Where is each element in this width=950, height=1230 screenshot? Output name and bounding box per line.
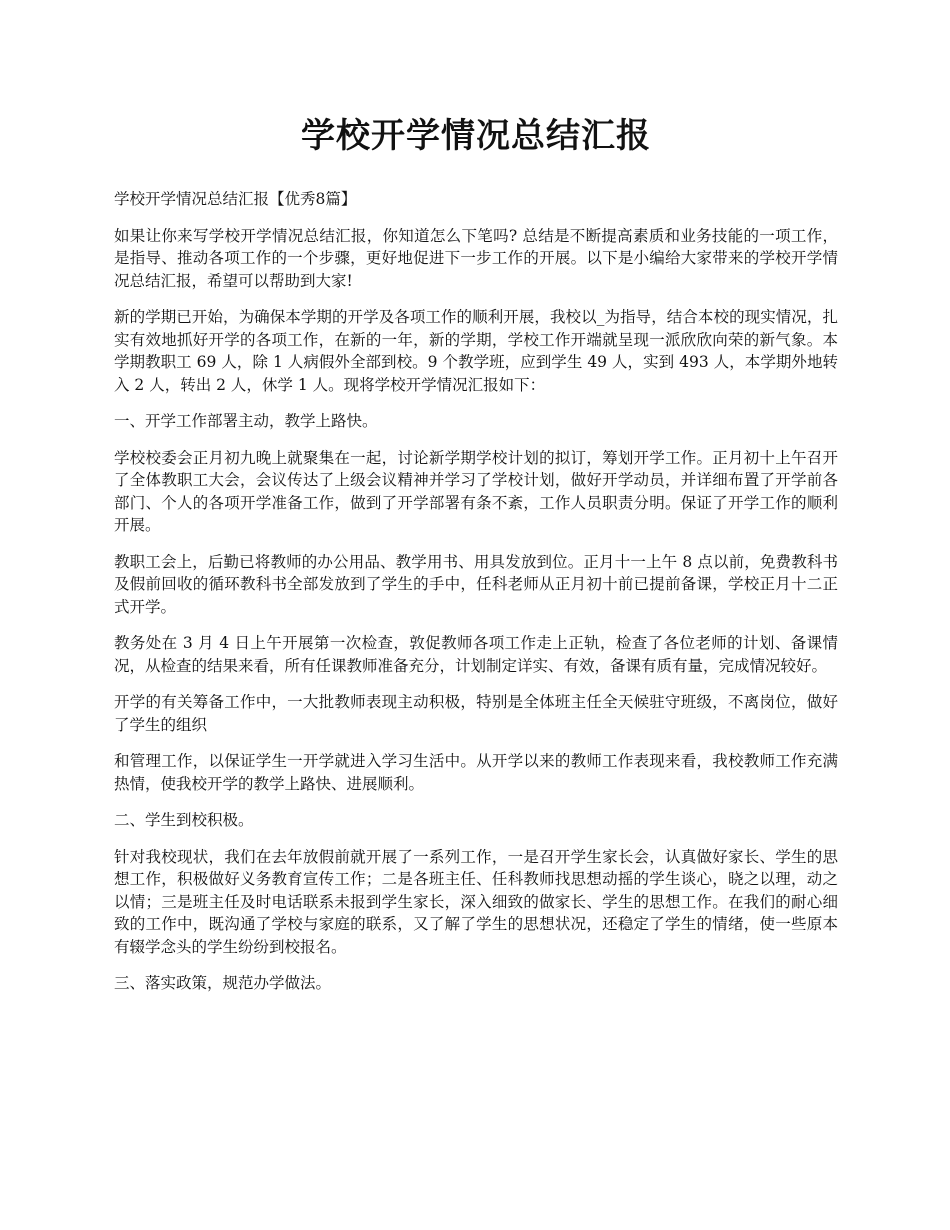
body-paragraph: 开学的有关筹备工作中，一大批教师表现主动积极，特别是全体班主任全天候驻守班级，不离岗位，做好了学生的组织 — [114, 693, 838, 734]
section-heading-3: 三、落实政策，规范办学做法。 — [114, 974, 332, 992]
body-paragraph: 和管理工作，以保证学生一开学就进入学习生活中。从开学以来的教师工作表现来看，我校教师工作充满热情，使我校开学的教学上路快、进展顺利。 — [114, 752, 838, 793]
body-paragraph: 学校校委会正月初九晚上就聚集在一起，讨论新学期学校计划的拟订，筹划开学工作。正月初十上午召开了全体教职工大会，会议传达了上级会议精神并学习了学校计划，做好开学动员，并详细布置了开学前各部门、个人的各项开学准备工作，做到了开学部署有条不紊，工作人员职责分明。保证了开学工作的顺利开展。 — [114, 448, 838, 534]
overview-paragraph: 新的学期已开始，为确保本学期的开学及各项工作的顺利开展，我校以_为指导，结合本校的现实情况，扎实有效地抓好开学的各项工作，在新的一年，新的学期，学校工作开端就呈现一派欣欣向荣的新气象。本学期教职工 69 人，除 1 人病假外全部到校。9 个教学班，应到学生 49 人，实到 493 人，本学期外地转入 2 人，转出 2 人，休学 1 人。现将学校开学情况汇报如下： — [114, 308, 838, 394]
intro-paragraph: 如果让你来写学校开学情况总结汇报，你知道怎么下笔吗? 总结是不断提高素质和业务技能的一项工作，是指导、推动各项工作的一个步骤，更好地促进下一步工作的开展。以下是小编给大家带来的学校开学情况总结汇报，希望可以帮助到大家! — [114, 226, 838, 290]
subtitle-paragraph: 学校开学情况总结汇报【优秀8篇】 — [114, 190, 357, 208]
body-paragraph: 教务处在 3 月 4 日上午开展第一次检查，敦促教师各项工作走上正轨，检查了各位老师的计划、备课情况，从检查的结果来看，所有任课教师准备充分，计划制定详实、有效，备课有质有量，完成情况较好。 — [114, 634, 838, 675]
body-paragraph: 教职工会上，后勤已将教师的办公用品、教学用书、用具发放到位。正月十一上午 8 点以前，免费教科书及假前回收的循环教科书全部发放到了学生的手中，任科老师从正月初十前已提前备课，学校正月十二正式开学。 — [114, 552, 838, 616]
section-heading-2: 二、学生到校积极。 — [114, 811, 254, 829]
document-title: 学校开学情况总结汇报 — [301, 116, 651, 156]
body-paragraph: 针对我校现状，我们在去年放假前就开展了一系列工作，一是召开学生家长会，认真做好家长、学生的思想工作，积极做好义务教育宣传工作；二是各班主任、任科教师找思想动摇的学生谈心，晓之以理，动之以情；三是班主任及时电话联系未报到学生家长，深入细致的做家长、学生的思想工作。在我们的耐心细致的工作中，既沟通了学校与家庭的联系，又了解了学生的思想状况，还稳定了学生的情绪，使一些原本有辍学念头的学生纷纷到校报名。 — [114, 847, 838, 956]
section-heading-1: 一、开学工作部署主动，教学上路快。 — [114, 412, 378, 430]
document-page — [114, 112, 838, 1009]
